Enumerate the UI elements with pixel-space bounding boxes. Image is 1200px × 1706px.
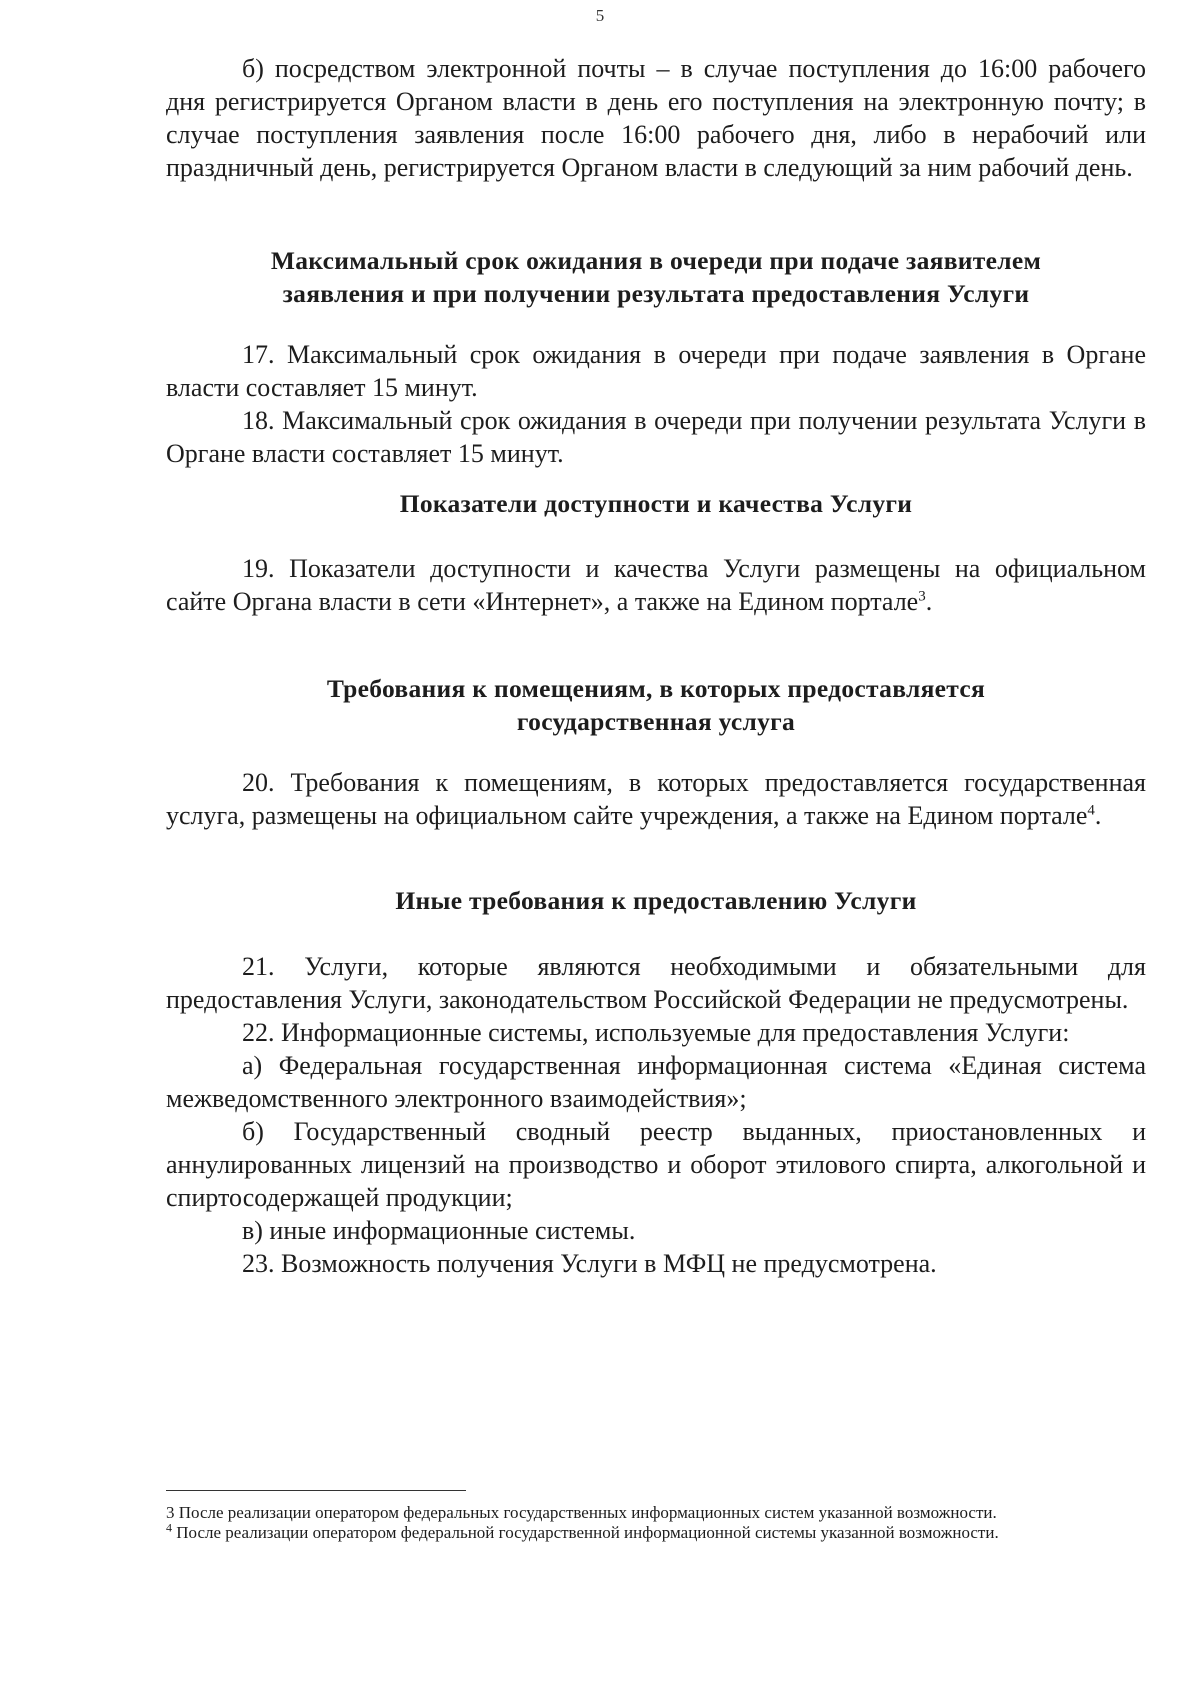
- heading-line: Иные требования к предоставлению Услуги: [395, 886, 917, 915]
- footnote-4: [166, 1520, 1146, 1543]
- section-other-body: [166, 950, 1146, 1280]
- paragraph-22c: в) иные информационные системы.: [242, 1216, 636, 1245]
- page-number: 5: [595, 6, 605, 25]
- heading-line: заявления и при получении результата предоставления Услуги: [282, 279, 1030, 308]
- footnotes: [166, 1503, 1146, 1543]
- paragraph-20-end: .: [1094, 801, 1102, 830]
- section-queue-body: [166, 338, 1146, 470]
- paragraph-22a: а) Федеральная государственная информационная система «Единая система межведомственного электронного взаимодействия»;: [166, 1051, 1146, 1113]
- footnote-ref-4[interactable]: 4: [1087, 802, 1095, 819]
- section-indicators-body: [166, 552, 1146, 618]
- paragraph-22b: б) Государственный сводный реестр выданных, приостановленных и аннулированных лицензий на производство и оборот этилового спирта, алкогольной и спиртосодержащей продукции;: [166, 1117, 1146, 1212]
- paragraph-19-text: 19. Показатели доступности и качества Услуги размещены на официальном сайте Органа власти в сети «Интернет», а также на Едином портале: [166, 554, 1146, 616]
- paragraph-21: 21. Услуги, которые являются необходимыми и обязательными для предоставления Услуги, законодательством Российской Федерации не предусмотрены.: [166, 952, 1146, 1014]
- heading-indicators: [166, 487, 1146, 520]
- heading-premises: [166, 672, 1146, 738]
- paragraph-20-text: 20. Требования к помещениям, в которых предоставляется государственная услуга, размещены на официальном сайте учреждения, а также на Едином портале: [166, 768, 1146, 830]
- footnote-number: 4: [166, 1520, 172, 1535]
- paragraph-b-email: [166, 52, 1146, 184]
- heading-line: Требования к помещениям, в которых предоставляется: [326, 674, 986, 703]
- paragraph-17: 17. Максимальный срок ожидания в очереди при подаче заявления в Органе власти составляет 15 минут.: [166, 340, 1146, 402]
- paragraph-19-end: .: [925, 587, 933, 616]
- heading-other-requirements: [166, 884, 1146, 917]
- paragraph-18: 18. Максимальный срок ожидания в очереди при получении результата Услуги в Органе власти составляет 15 минут.: [166, 406, 1146, 468]
- section-premises-body: [166, 766, 1146, 832]
- footnote-text: После реализации оператором федеральных государственных информационных систем указанной возможности.: [178, 1503, 997, 1522]
- heading-line: государственная услуга: [516, 707, 796, 736]
- paragraph-19: [166, 552, 1146, 618]
- footnote-ref-3[interactable]: 3: [918, 588, 926, 605]
- paragraph-20: [166, 766, 1146, 832]
- paragraph-23: 23. Возможность получения Услуги в МФЦ не предусмотрена.: [242, 1249, 937, 1278]
- heading-line: Показатели доступности и качества Услуги: [399, 489, 913, 518]
- heading-line: Максимальный срок ожидания в очереди при подаче заявителем: [270, 246, 1042, 275]
- paragraph-22: 22. Информационные системы, используемые для предоставления Услуги:: [242, 1018, 1070, 1047]
- footnote-number: 3: [166, 1503, 175, 1522]
- paragraph-text: б) посредством электронной почты – в случае поступления до 16:00 рабочего дня регистрируется Органом власти в день его поступления на электронную почту; в случае поступления заявления после 16:00 рабочего дня, либо в нерабочий или праздничный день, регистрируется Органом власти в следующий за ним рабочий день.: [166, 54, 1146, 182]
- footnote-3: [166, 1503, 1146, 1523]
- footnote-separator: [166, 1490, 466, 1491]
- heading-queue-time: [166, 244, 1146, 310]
- footnote-text: После реализации оператором федеральной государственной информационной системы указанной возможности.: [176, 1523, 999, 1542]
